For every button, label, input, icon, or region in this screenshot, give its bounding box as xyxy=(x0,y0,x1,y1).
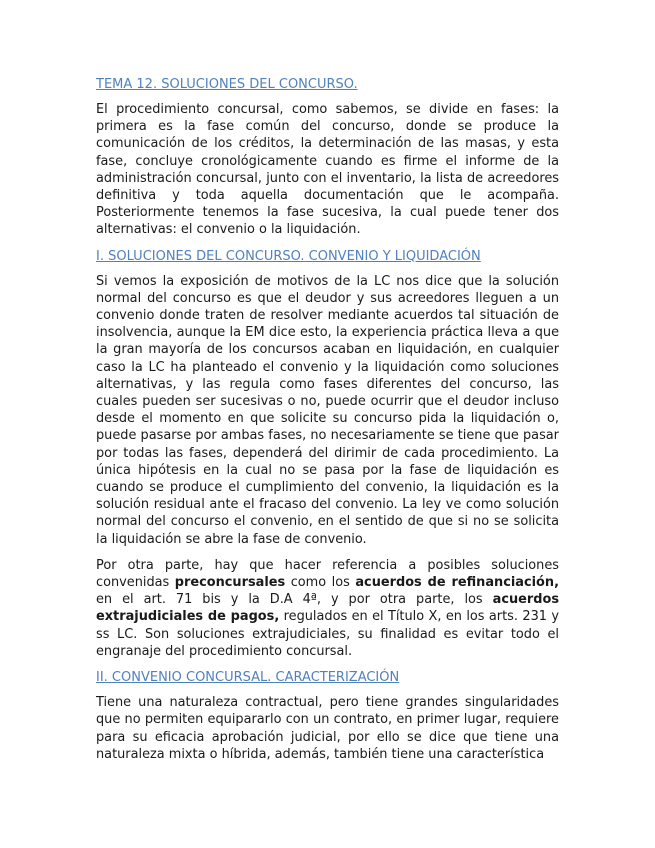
bold-term-acuerdos-refinanciacion: acuerdos de refinanciación, xyxy=(355,575,559,591)
paragraph-naturaleza-contractual: Tiene una naturaleza contractual, pero tiene grandes singularidades que no permiten equipararlo con un contrato, en primer lugar, requiere para su eficacia aprobación judicial, por ello se dice que tiene una naturaleza mixta o híbrida, además, también tiene una característica xyxy=(96,695,559,762)
document-body xyxy=(96,76,559,772)
text-run: en el art. 71 bis y la D.A 4ª, y por otra parte, los xyxy=(96,592,493,608)
paragraph-soluciones-preconcursales xyxy=(96,557,559,660)
text-run: como los xyxy=(285,575,356,591)
bold-term-preconcursales: preconcursales xyxy=(174,575,286,591)
section-heading-convenio: II. CONVENIO CONCURSAL. CARACTERIZACIÓN xyxy=(96,670,400,686)
section-heading-tema-12: TEMA 12. SOLUCIONES DEL CONCURSO. xyxy=(96,77,358,92)
paragraph-fases: El procedimiento concursal, como sabemos, se divide en fases: la primera es la fase común del concurso, donde se produce la comunicación de los créditos, la determinación de las masas, y esta fase, concluye cronológicamente cuando es firme el informe de la administración concursal, junto con el inventario, la lista de acreedores definitiva y toda aquella documentación que le acompaña. Posteriormente tenemos la fase sucesiva, la cual puede tener dos alternativas: el convenio o la liquidación. xyxy=(96,102,559,238)
paragraph-exposicion-motivos: Si vemos la exposición de motivos de la LC nos dice que la solución normal del concurso es que el deudor y sus acreedores lleguen a un convenio donde traten de resolver mediante acuerdos tal situación de insolvencia, aunque la EM dice esto, la experiencia práctica lleva a que la gran mayoría de los concursos acaban en liquidación, en cualquier caso la LC ha planteado el convenio y la liquidación como soluciones alternativas, y las regula como fases diferentes del concurso, las cuales pueden ser sucesivas o no, puede ocurrir que el deudor incluso desde el momento en que solicite su concurso pida la liquidación o, puede pasarse por ambas fases, no necesariamente se tiene que pasar por todas las fases, dependerá del dirimir de cada procedimiento. La única hipótesis en la cual no se pasa por la fase de liquidación es cuando se produce el cumplimiento del convenio, la liquidación es la solución residual ante el fracaso del convenio. La ley ve como solución normal del concurso el convenio, en el sentido de que si no se solicita la liquidación se abre la fase de convenio. xyxy=(96,273,559,547)
section-heading-soluciones: I. SOLUCIONES DEL CONCURSO. CONVENIO Y LIQUIDACIÓN xyxy=(96,248,481,264)
text-run: regulados en el Título X, en los arts. 231 y ss LC. Son soluciones extrajudiciales, su finalidad es evitar todo el engranaje del procedimiento concursal. xyxy=(96,609,559,659)
text-run: Por otra parte, hay que hacer referencia a posibles soluciones convenidas xyxy=(96,557,559,591)
bold-term-acuerdos-extrajudiciales: acuerdos extrajudiciales de pagos, xyxy=(96,592,559,625)
